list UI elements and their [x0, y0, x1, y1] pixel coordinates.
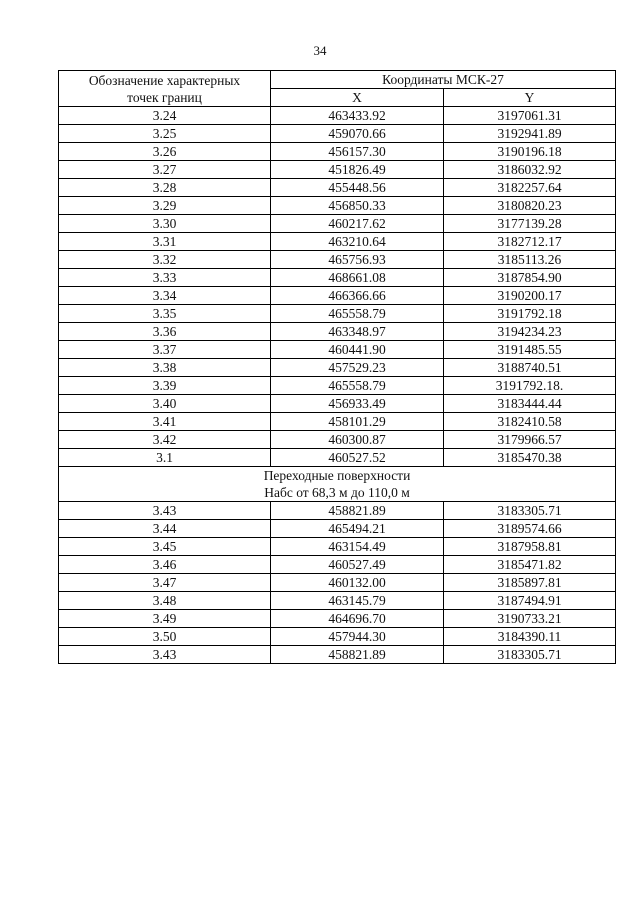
y-coordinate-cell: 3191792.18 [444, 305, 616, 323]
point-designation-cell: 3.35 [59, 305, 271, 323]
table-row [59, 197, 616, 215]
table-row [59, 610, 616, 628]
point-designation-cell: 3.40 [59, 395, 271, 413]
x-coordinate-cell: 458821.89 [271, 502, 444, 520]
y-coordinate-cell: 3182410.58 [444, 413, 616, 431]
y-coordinate-cell: 3191792.18. [444, 377, 616, 395]
y-coordinate-cell: 3190200.17 [444, 287, 616, 305]
table-row [59, 574, 616, 592]
x-coordinate-cell: 464696.70 [271, 610, 444, 628]
coordinates-table [58, 70, 616, 664]
x-coordinate-cell: 465558.79 [271, 305, 444, 323]
point-designation-cell: 3.44 [59, 520, 271, 538]
x-coordinate-cell: 456157.30 [271, 143, 444, 161]
table-row [59, 556, 616, 574]
coordinates-group-header: Координаты МСК-27 [271, 71, 616, 89]
table-header [59, 71, 616, 107]
point-designation-cell: 3.34 [59, 287, 271, 305]
x-coordinate-cell: 455448.56 [271, 179, 444, 197]
point-designation-cell: 3.38 [59, 359, 271, 377]
x-coordinate-cell: 460217.62 [271, 215, 444, 233]
y-coordinate-cell: 3183305.71 [444, 646, 616, 664]
section-heading-line1: Переходные поверхности [263, 468, 411, 483]
y-coordinate-cell: 3191485.55 [444, 341, 616, 359]
table-row [59, 341, 616, 359]
section-row [59, 467, 616, 502]
x-coordinate-cell: 460441.90 [271, 341, 444, 359]
table-row [59, 413, 616, 431]
x-coordinate-cell: 456933.49 [271, 395, 444, 413]
point-designation-cell: 3.43 [59, 502, 271, 520]
point-designation-cell: 3.30 [59, 215, 271, 233]
y-coordinate-cell: 3187854.90 [444, 269, 616, 287]
point-designation-cell: 3.47 [59, 574, 271, 592]
y-coordinate-cell: 3180820.23 [444, 197, 616, 215]
table-row [59, 449, 616, 467]
table-row [59, 395, 616, 413]
x-coordinate-cell: 459070.66 [271, 125, 444, 143]
point-designation-header [59, 71, 271, 107]
table-body-part2 [59, 502, 616, 664]
table-row [59, 431, 616, 449]
x-coordinate-cell: 465756.93 [271, 251, 444, 269]
y-coordinate-cell: 3192941.89 [444, 125, 616, 143]
point-designation-cell: 3.28 [59, 179, 271, 197]
x-coordinate-cell: 451826.49 [271, 161, 444, 179]
point-designation-header-line1: Обозначение характерных [88, 72, 241, 88]
point-designation-cell: 3.25 [59, 125, 271, 143]
section-heading-line2: Набс от 68,3 м до 110,0 м [264, 485, 410, 500]
table-row [59, 251, 616, 269]
point-designation-cell: 3.46 [59, 556, 271, 574]
point-designation-cell: 3.37 [59, 341, 271, 359]
x-coordinate-cell: 460132.00 [271, 574, 444, 592]
x-coordinate-cell: 463433.92 [271, 107, 444, 125]
y-coordinate-cell: 3186032.92 [444, 161, 616, 179]
y-coordinate-cell: 3185471.82 [444, 556, 616, 574]
point-designation-cell: 3.42 [59, 431, 271, 449]
x-coordinate-cell: 457529.23 [271, 359, 444, 377]
x-coordinate-cell: 456850.33 [271, 197, 444, 215]
y-coordinate-cell: 3190733.21 [444, 610, 616, 628]
point-designation-header-line2: точек границ [127, 89, 202, 105]
x-coordinate-cell: 468661.08 [271, 269, 444, 287]
point-designation-cell: 3.43 [59, 646, 271, 664]
x-coordinate-cell: 458101.29 [271, 413, 444, 431]
table-row [59, 305, 616, 323]
y-coordinate-cell: 3179966.57 [444, 431, 616, 449]
table-row [59, 215, 616, 233]
section-heading [59, 467, 616, 502]
table-row [59, 179, 616, 197]
y-coordinate-cell: 3194234.23 [444, 323, 616, 341]
x-coordinate-cell: 460527.49 [271, 556, 444, 574]
x-column-header: X [271, 89, 444, 107]
x-coordinate-cell: 458821.89 [271, 646, 444, 664]
y-coordinate-cell: 3182257.64 [444, 179, 616, 197]
table-row [59, 287, 616, 305]
x-coordinate-cell: 465494.21 [271, 520, 444, 538]
y-coordinate-cell: 3187958.81 [444, 538, 616, 556]
section-row-group [59, 467, 616, 502]
point-designation-cell: 3.39 [59, 377, 271, 395]
x-coordinate-cell: 463154.49 [271, 538, 444, 556]
table-row [59, 502, 616, 520]
point-designation-cell: 3.49 [59, 610, 271, 628]
page-number: 34 [313, 43, 327, 58]
y-coordinate-cell: 3187494.91 [444, 592, 616, 610]
table-row [59, 233, 616, 251]
y-coordinate-cell: 3197061.31 [444, 107, 616, 125]
x-coordinate-cell: 460300.87 [271, 431, 444, 449]
y-coordinate-cell: 3183305.71 [444, 502, 616, 520]
y-coordinate-cell: 3185470.38 [444, 449, 616, 467]
x-coordinate-cell: 457944.30 [271, 628, 444, 646]
table-row [59, 161, 616, 179]
point-designation-cell: 3.33 [59, 269, 271, 287]
y-coordinate-cell: 3177139.28 [444, 215, 616, 233]
table-row [59, 538, 616, 556]
point-designation-cell: 3.31 [59, 233, 271, 251]
table-row [59, 359, 616, 377]
table-row [59, 592, 616, 610]
point-designation-cell: 3.26 [59, 143, 271, 161]
y-coordinate-cell: 3183444.44 [444, 395, 616, 413]
table-row [59, 107, 616, 125]
table-row [59, 520, 616, 538]
table-row [59, 269, 616, 287]
x-coordinate-cell: 466366.66 [271, 287, 444, 305]
table-row [59, 143, 616, 161]
point-designation-cell: 3.24 [59, 107, 271, 125]
point-designation-cell: 3.48 [59, 592, 271, 610]
table-row [59, 323, 616, 341]
point-designation-cell: 3.29 [59, 197, 271, 215]
y-coordinate-cell: 3185897.81 [444, 574, 616, 592]
point-designation-cell: 3.50 [59, 628, 271, 646]
point-designation-cell: 3.41 [59, 413, 271, 431]
x-coordinate-cell: 465558.79 [271, 377, 444, 395]
table-row [59, 377, 616, 395]
y-coordinate-cell: 3190196.18 [444, 143, 616, 161]
y-column-header: Y [444, 89, 616, 107]
y-coordinate-cell: 3185113.26 [444, 251, 616, 269]
table-row [59, 646, 616, 664]
table-row [59, 125, 616, 143]
point-designation-cell: 3.1 [59, 449, 271, 467]
table-row [59, 628, 616, 646]
x-coordinate-cell: 463145.79 [271, 592, 444, 610]
point-designation-cell: 3.36 [59, 323, 271, 341]
x-coordinate-cell: 463348.97 [271, 323, 444, 341]
y-coordinate-cell: 3188740.51 [444, 359, 616, 377]
point-designation-cell: 3.32 [59, 251, 271, 269]
x-coordinate-cell: 460527.52 [271, 449, 444, 467]
y-coordinate-cell: 3189574.66 [444, 520, 616, 538]
point-designation-cell: 3.45 [59, 538, 271, 556]
x-coordinate-cell: 463210.64 [271, 233, 444, 251]
point-designation-cell: 3.27 [59, 161, 271, 179]
y-coordinate-cell: 3184390.11 [444, 628, 616, 646]
y-coordinate-cell: 3182712.17 [444, 233, 616, 251]
table-body-part1 [59, 107, 616, 467]
